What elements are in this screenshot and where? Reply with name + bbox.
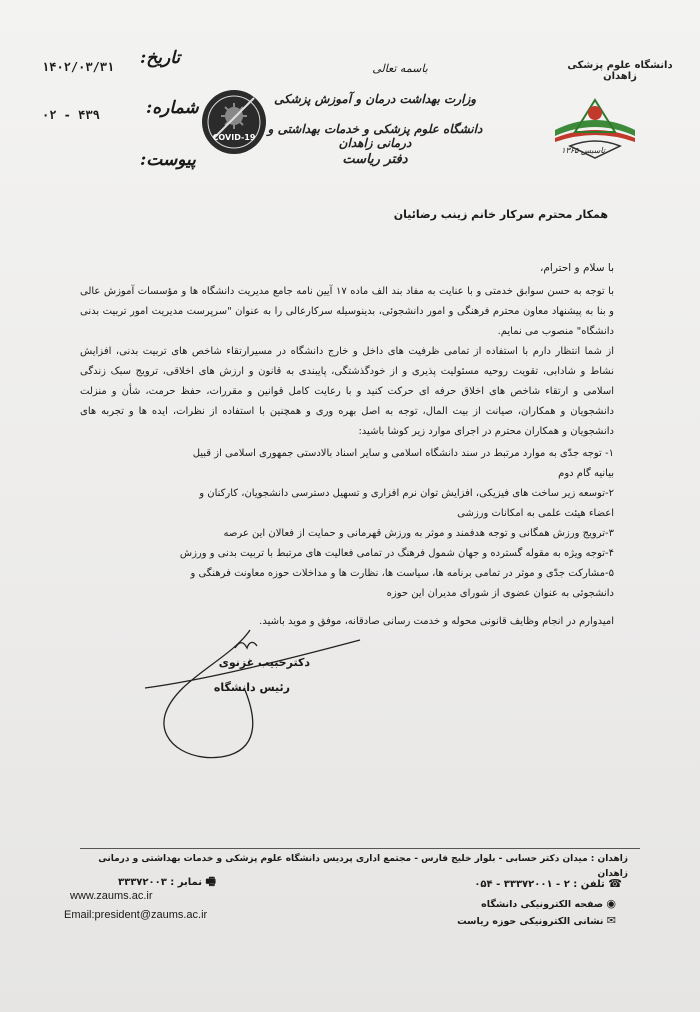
date-value: ۱۴۰۲/۰۳/۳۱ (42, 60, 115, 74)
signer-name: دکترحبیب غزنوی (218, 656, 310, 669)
fax-text: نمابر : ۳۳۳۷۲۰۰۳ (118, 877, 202, 888)
list-item: ۵-مشارکت جدّی و موثر در تمامی برنامه ها، سیاست ها، نظارت ها و مداخلات حوزه معاونت فرهنگی و (190, 568, 614, 579)
list-item: ۳-ترویج ورزش همگانی و توجه هدفمند و موثر به ورزش قهرمانی و حمایت از فعالان این عرصه (223, 528, 614, 539)
website-label (481, 897, 616, 910)
footer-divider (80, 848, 640, 849)
number-value: ۰۲ - ۴۳۹ (42, 108, 100, 122)
office-name: دفتر ریاست (342, 152, 408, 167)
handwritten-signature (135, 620, 365, 770)
list-item: ۴-توجه ویژه به مقوله گسترده و جهان شمول فرهنگ در تمامی فعالیت های مرتبط با تربیت بدنی و ورزش (179, 548, 614, 559)
web-icon: ◉ (606, 897, 616, 910)
paragraph-expectations: از شما انتظار دارم با استفاده از تمامی ظرفیت های داخل و خارج دانشگاه در مسیرارتقاء شاخص های تربیت بدنی، افزایش نشاط و شادابی، تقویت روحیه مسئولیت پذیری و از خودگذشتگی، پایبندی به قانون و ارزش های اخلاقی، ترویج سبک زندگی اسلامی و ارتقاء شاخص های اخلاق حرفه ای حرکت کنید و با رعایت کامل قوانین و مقررات، حفظ حرمت، شأن و منزلت دانشجویان و همکاران، صیانت از بیت المال، توجه به اصل بهره وری و همچنین با استفاده از نظرات، ایده ها و تجربه های دانشجویان و همکاران محترم در اجرای موارد زیر کوشا باشید: (80, 346, 614, 437)
email-label (457, 914, 616, 927)
paragraph-appointment: با توجه به حسن سوابق خدمتی و با عنایت به مفاد بند الف ماده ۱۷ آیین نامه جامع مدیریت دانشگاه ها و مؤسسات آموزش عالی و بنا به پیشنهاد معاون محترم فرهنگی و امور دانشجوئی، بدینوسیله سرکارعالی را به عنوان "سرپرست مدیریت امور تربیت بدنی دانشگاه" منصوب می نمایم. (80, 286, 614, 337)
attachment-label: پیوست: (140, 150, 196, 170)
phone-text: تلفن : ۲ - ۳۳۳۷۲۰۰۱ - ۰۵۴ (474, 879, 605, 890)
list-item: اعضاء هیئت علمی به امکانات ورزشی (457, 508, 614, 519)
recipient: همکار محترم سرکار خانم زینب رضائیان (393, 208, 608, 221)
email-link[interactable]: Email:president@zaums.ac.ir (64, 909, 208, 921)
footer-address: زاهدان : میدان دکتر حسابی - بلوار خلیج فارس - مجتمع اداری پردیس دانشگاه علوم پزشکی و خدمات بهداشتی و درمانی زاهدان (98, 854, 628, 879)
covid-badge (200, 88, 268, 156)
founded-year: تاسیس ۱۳۶۵ (561, 146, 605, 155)
phone-icon: ☎ (608, 877, 622, 890)
university-full-name: دانشگاه علوم پزشکی و خدمات بهداشتی و درمانی زاهدان (267, 122, 483, 150)
website-link[interactable]: www.zaums.ac.ir (70, 890, 153, 902)
email-label-text: نشانی الکترونیکی حوزه ریاست (457, 916, 604, 927)
date-label: تاریخ: (140, 48, 181, 68)
ministry-name: وزارت بهداشت درمان و آموزش پزشکی (273, 92, 477, 106)
list-item: ۱- توجه جدّی به موارد مرتبط در سند دانشگاه اسلامی و سایر اسناد بالادستی جمهوری اسلامی از قبیل (192, 448, 614, 459)
duties-list (74, 444, 614, 604)
fax-icon: 🖷 (205, 875, 216, 888)
email-icon: ✉ (606, 914, 616, 927)
list-item: بیانیه گام دوم (558, 468, 614, 479)
signer-title: رئیس دانشگاه (213, 681, 290, 694)
number-label: شماره: (146, 98, 199, 118)
basmala: باسمه تعالی (372, 62, 428, 75)
list-item: ۲-توسعه زیر ساخت های فیزیکی، افزایش توان نرم افزاری و تسهیل دسترسی دانشجویان، کارکنان و (199, 488, 614, 499)
footer-phone (474, 877, 622, 890)
university-name: دانشگاه علوم پزشکی زاهدان (567, 60, 673, 82)
greeting: با سلام و احترام، (540, 262, 614, 274)
covid-badge-label: COVID-19 (212, 133, 256, 142)
closing-line: امیدوارم در انجام وظایف قانونی محوله و خدمت رسانی صادقانه، موفق و موید باشید. (259, 616, 614, 627)
website-label-text: صفحه الکترونیکی دانشگاه (481, 899, 604, 910)
list-item: دانشجوئی به عنوان عضوی از شورای مدیران این حوزه (386, 588, 614, 599)
